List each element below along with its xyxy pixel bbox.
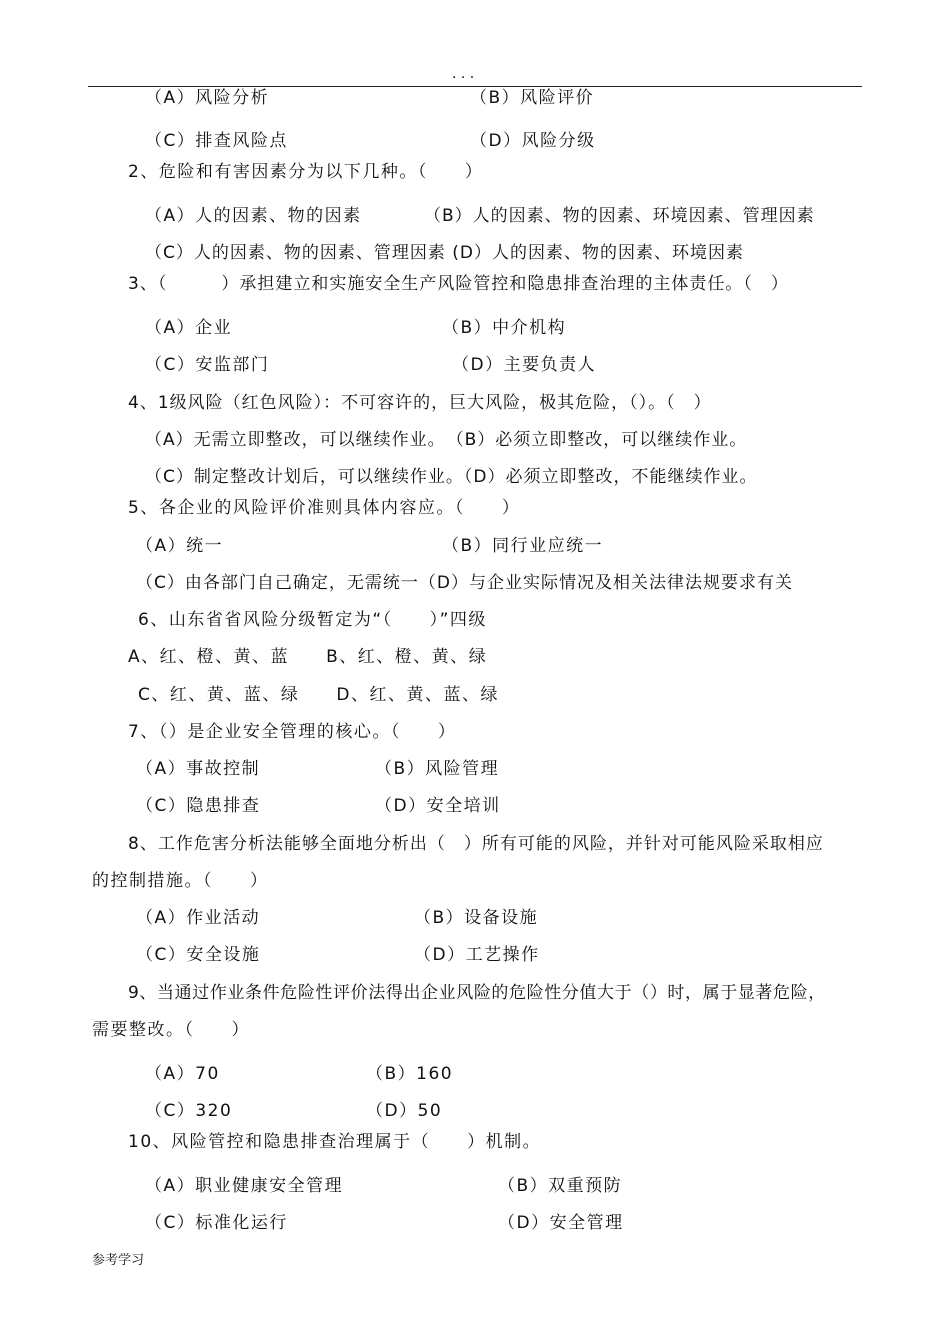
q10-stem: 10、风险管控和隐患排查治理属于（ ）机制。 <box>128 1132 542 1152</box>
q8-option-d: （D）工艺操作 <box>414 945 540 965</box>
q6-options-cd: C、红、黄、蓝、绿 D、红、黄、蓝、绿 <box>138 685 499 705</box>
q3-option-d: （D）主要负责人 <box>452 355 597 375</box>
q10-option-a: （A）职业健康安全管理 <box>145 1176 344 1196</box>
q9-option-c: （C）320 <box>145 1101 233 1121</box>
q7-option-a: （A）事故控制 <box>136 759 261 779</box>
q4-options-ab: （A）无需立即整改，可以继续作业。 （B）必须立即整改，可以继续作业。 <box>145 430 748 450</box>
q6-options-ab: A、红、橙、黄、蓝 B、红、橙、黄、绿 <box>128 647 488 667</box>
q2-options-cd: （C）人的因素、物的因素、管理因素 (D）人的因素、物的因素、环境因素 <box>145 243 744 263</box>
q3-option-b: （B）中介机构 <box>442 318 567 338</box>
q5-option-a: （A）统一 <box>136 536 224 556</box>
q9-stem-line2: 需要整改。（ ） <box>92 1020 250 1040</box>
q2-option-a: （A）人的因素、物的因素 <box>145 206 362 226</box>
q5-stem: 5、各企业的风险评价准则具体内容应。（ ） <box>128 498 521 518</box>
q9-stem-line1: 9、当通过作业条件危险性评价法得出企业风险的危险性分值大于（）时，属于显著危险， <box>128 983 826 1003</box>
q2-option-b: （B）人的因素、物的因素、环境因素、管理因素 <box>424 206 815 226</box>
q8-stem-line2: 的控制措施。（ ） <box>92 871 269 891</box>
q1-option-d: （D）风险分级 <box>470 131 596 151</box>
q8-option-a: （A）作业活动 <box>136 908 261 928</box>
q7-option-d: （D）安全培训 <box>375 796 501 816</box>
q9-option-b: （B）160 <box>366 1064 454 1084</box>
q5-options-cd: （C）由各部门自己确定，无需统一（D）与企业实际情况及相关法律法规要求有关 <box>136 573 793 593</box>
q7-stem: 7、（）是企业安全管理的核心。（ ） <box>128 722 457 742</box>
q7-option-b: （B）风险管理 <box>375 759 500 779</box>
header-marks: . . . <box>452 66 475 82</box>
q10-option-b: （B）双重预防 <box>498 1176 623 1196</box>
footer-note: 参考学习 <box>92 1253 145 1268</box>
header-rule <box>88 86 862 87</box>
q1-option-b: （B）风险评价 <box>470 88 595 108</box>
q3-stem: 3、（ ）承担建立和实施安全生产风险管控和隐患排查治理的主体责任。（ ） <box>128 274 789 294</box>
q5-option-b: （B）同行业应统一 <box>442 536 604 556</box>
q3-option-c: （C）安监部门 <box>145 355 270 375</box>
q3-option-a: （A）企业 <box>145 318 233 338</box>
q8-option-b: （B）设备设施 <box>414 908 539 928</box>
q1-option-c: （C）排查风险点 <box>145 131 288 151</box>
q2-stem: 2、危险和有害因素分为以下几种。（ ） <box>128 162 484 182</box>
q9-option-a: （A）70 <box>145 1064 220 1084</box>
q7-option-c: （C）隐患排查 <box>136 796 261 816</box>
q10-option-c: （C）标准化运行 <box>145 1213 288 1233</box>
q9-option-d: （D）50 <box>366 1101 443 1121</box>
q6-stem: 6、山东省省风险分级暂定为“（ ）”四级 <box>138 610 487 630</box>
q4-options-cd: （C）制定整改计划后，可以继续作业。（D）必须立即整改，不能继续作业。 <box>145 467 758 487</box>
q8-stem-line1: 8、工作危害分析法能够全面地分析出（ ）所有可能的风险，并针对可能风险采取相应 <box>128 834 824 854</box>
q1-option-a: （A）风险分析 <box>145 88 270 108</box>
q10-option-d: （D）安全管理 <box>498 1213 624 1233</box>
q8-option-c: （C）安全设施 <box>136 945 261 965</box>
q4-stem: 4、1级风险（红色风险）：不可容许的，巨大风险，极其危险，（）。（ ） <box>128 393 712 413</box>
